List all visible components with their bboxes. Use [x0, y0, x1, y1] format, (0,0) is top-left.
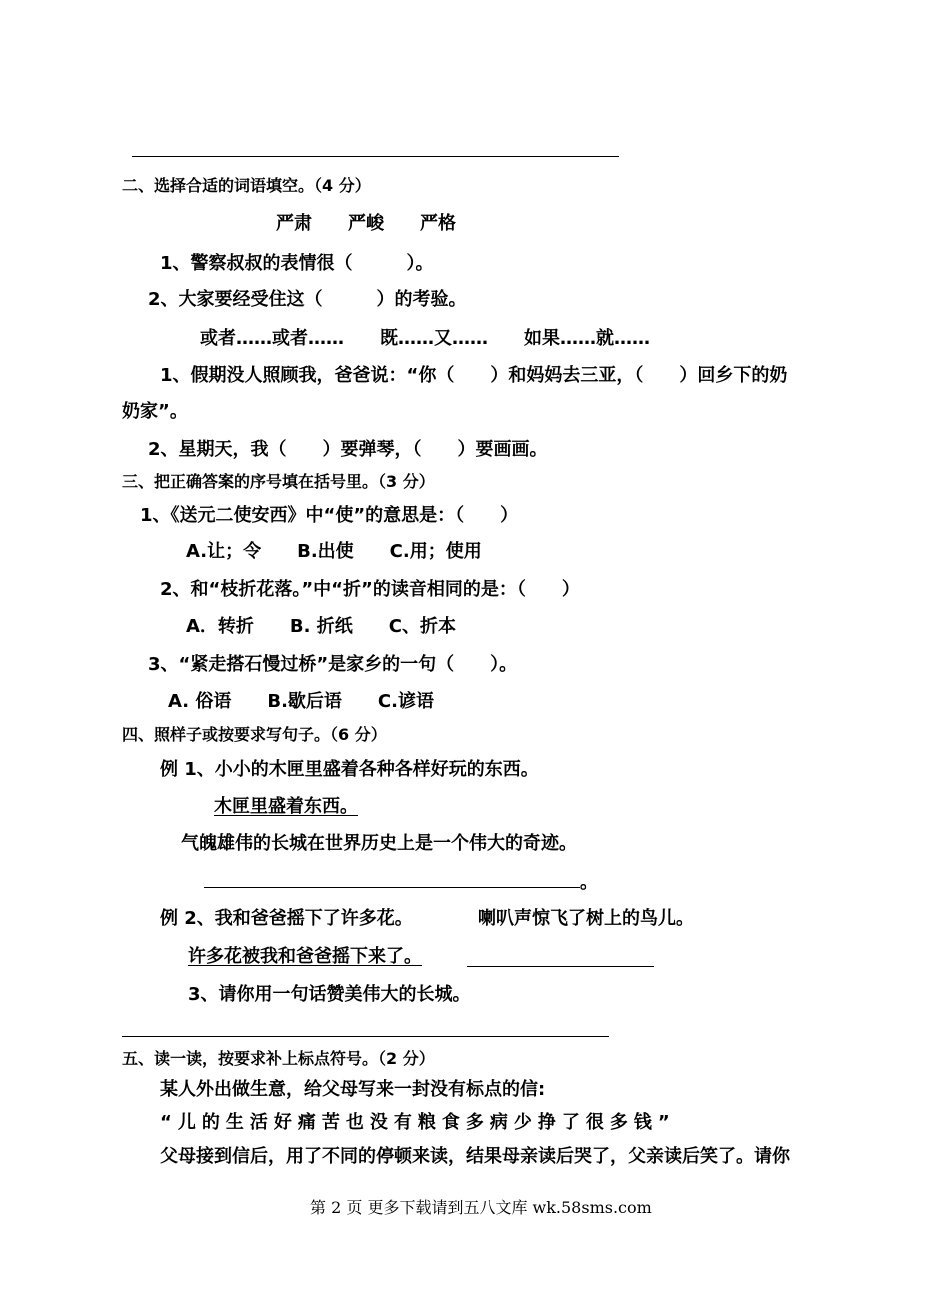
section2-heading: 二、选择合适的词语填空。（4 分） [122, 176, 371, 195]
section2-question-1: 1、警察叔叔的表情很（ ）。 [160, 253, 434, 274]
section4-heading: 四、照样子或按要求写句子。（6 分） [122, 725, 387, 744]
task-3-prompt: 3、请你用一句话赞美伟大的长城。 [188, 984, 471, 1005]
page-footer: 第 2 页 更多下载请到五八文库 wk.58sms.com [310, 1198, 652, 1217]
section2-question-4: 2、星期天，我（ ）要弹琴，（ ）要画画。 [148, 439, 548, 460]
section5-intro: 某人外出做生意，给父母写来一封没有标点的信: [160, 1079, 546, 1100]
task-3-answer-line[interactable] [122, 1036, 609, 1037]
section3-question-3: 3、“紧走搭石慢过桥”是家乡的一句（ ）。 [148, 654, 518, 675]
task-1-answer-line[interactable] [204, 887, 580, 888]
example-2-answer: 许多花被我和爸爸摇下来了。 [188, 946, 422, 967]
section3-question-3-options: A. 俗语 B.歇后语 C.谚语 [168, 691, 434, 712]
section3-question-2-options: A．转折 B. 折纸 C、折本 [186, 616, 456, 637]
section5-heading: 五、读一读，按要求补上标点符号。（2 分） [122, 1049, 435, 1068]
example-1-sentence: 例 1、小小的木匣里盛着各种各样好玩的东西。 [160, 759, 539, 780]
task-2-answer-line[interactable] [467, 966, 654, 967]
section3-question-1: 1、《送元二使安西》中“使”的意思是：（ ） [140, 505, 519, 526]
section2-question-2: 2、大家要经受住这（ ）的考验。 [148, 289, 467, 310]
example-1-answer: 木匣里盛着东西。 [214, 796, 358, 817]
section2-question-3-line2: 奶家”。 [122, 401, 188, 422]
section5-continuation: 父母接到信后，用了不同的停顿来读，结果母亲读后哭了，父亲读后笑了。请你 [160, 1146, 790, 1167]
word-choices-a: 严肃 严峻 严格 [276, 213, 456, 234]
section3-question-2: 2、和“枝折花落。”中“折”的读音相同的是：（ ） [160, 579, 580, 600]
task-1-period: 。 [580, 872, 598, 893]
section3-heading: 三、把正确答案的序号填在括号里。（3 分） [122, 472, 435, 491]
task-1-sentence: 气魄雄伟的长城在世界历史上是一个伟大的奇迹。 [181, 833, 577, 854]
answer-line-top [132, 156, 619, 157]
word-choices-b: 或者……或者…… 既……又…… 如果……就…… [200, 328, 650, 349]
task-2-sentence: 喇叭声惊飞了树上的鸟儿。 [478, 908, 694, 929]
example-2-sentence: 例 2、我和爸爸摇下了许多花。 [160, 908, 413, 929]
section3-question-1-options: A.让；令 B.出使 C.用；使用 [186, 541, 482, 562]
section5-letter: “儿的生活好痛苦也没有粮食多病少挣了很多钱” [160, 1112, 676, 1133]
section2-question-3-line1: 1、假期没人照顾我，爸爸说：“你（ ）和妈妈去三亚，（ ）回乡下的奶 [160, 365, 788, 386]
